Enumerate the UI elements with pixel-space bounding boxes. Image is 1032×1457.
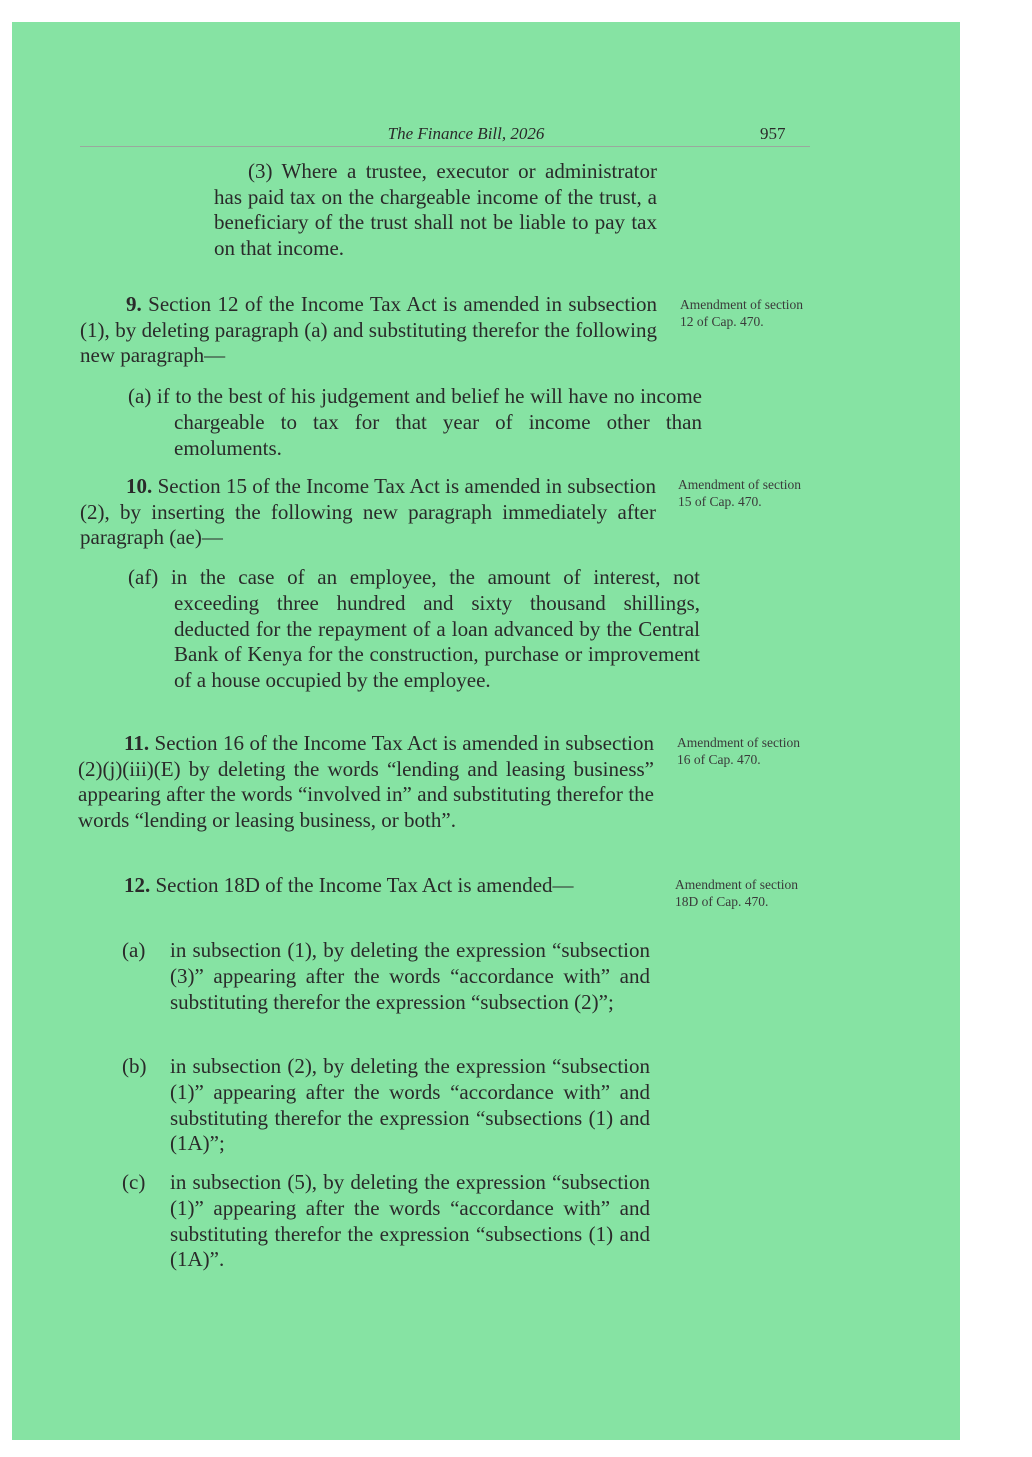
section-9-paragraph — [80, 292, 657, 369]
item-tag: (c) — [122, 1170, 146, 1194]
section-12-paragraph — [78, 873, 652, 899]
item-tag: (a) — [122, 938, 146, 962]
item-tag: (b) — [122, 1054, 147, 1078]
margin-note-section-11: Amendment of section 16 of Cap. 470. — [677, 735, 800, 767]
running-header-title: The Finance Bill, 2026 — [387, 124, 545, 143]
section-11-text: Section 16 of the Income Tax Act is amended in subsection (2)(j)(iii)(E) by deleting the words “lending and leasing business” appearing after the words “involved in” and substituting therefor the words “lending or leasing business, or both”. — [78, 731, 654, 832]
section-10-number: 10. — [126, 474, 153, 498]
section-12-text: Section 18D of the Income Tax Act is amended— — [150, 873, 574, 897]
section-12-item-a — [122, 938, 652, 1042]
margin-note-section-10: Amendment of section 15 of Cap. 470. — [678, 477, 801, 509]
item-text: in subsection (5), by deleting the expression “subsection (1)” appearing after the words “accordance with” and substituting therefor the expression “subsections (1) and (1A)”. — [170, 1170, 650, 1272]
section-9-paragraph-a: (a) if to the best of his judgement and belief he will have no income chargeable to tax for that year of income other than emoluments. — [128, 384, 702, 460]
section-10-text: Section 15 of the Income Tax Act is amended in subsection (2), by inserting the following new paragraph immediately after paragraph (ae)— — [80, 474, 656, 550]
item-text: in subsection (2), by deleting the expression “subsection (1)” appearing after the words “accordance with” and substituting therefor the expression “subsections (1) and (1A)”; — [170, 1054, 650, 1156]
section-11-paragraph — [78, 731, 654, 833]
section-10-paragraph — [80, 474, 656, 551]
section-12-number: 12. — [124, 873, 151, 897]
margin-note-section-12: Amendment of section 18D of Cap. 470. — [675, 877, 798, 909]
subsection-3-paragraph: (3) Where a trustee, executor or administrator has paid tax on the chargeable income of the trust, a beneficiary of the trust shall not be liable to pay tax on that income. — [214, 159, 657, 260]
section-9-number: 9. — [126, 292, 142, 316]
section-9-text: Section 12 of the Income Tax Act is amended in subsection (1), by deleting paragraph (a) and substituting therefor the following new paragraph— — [80, 292, 657, 368]
margin-note-section-9: Amendment of section 12 of Cap. 470. — [680, 297, 803, 329]
section-12-item-b — [122, 1054, 652, 1158]
item-text: in subsection (1), by deleting the expression “subsection (3)” appearing after the words “accordance with” and substituting therefor the expression “subsection (2)”; — [170, 938, 650, 1014]
section-12-item-c — [122, 1170, 652, 1274]
header-rule — [80, 146, 810, 147]
section-11-number: 11. — [124, 731, 150, 755]
page-number: 957 — [760, 124, 786, 143]
section-10-paragraph-af: (af) in the case of an employee, the amount of interest, not exceeding three hundred and sixty thousand shillings, deducted for the repayment of a loan advanced by the Central Bank of Kenya for the construction, purchase or improvement of a house occupied by the employee. — [128, 565, 700, 693]
